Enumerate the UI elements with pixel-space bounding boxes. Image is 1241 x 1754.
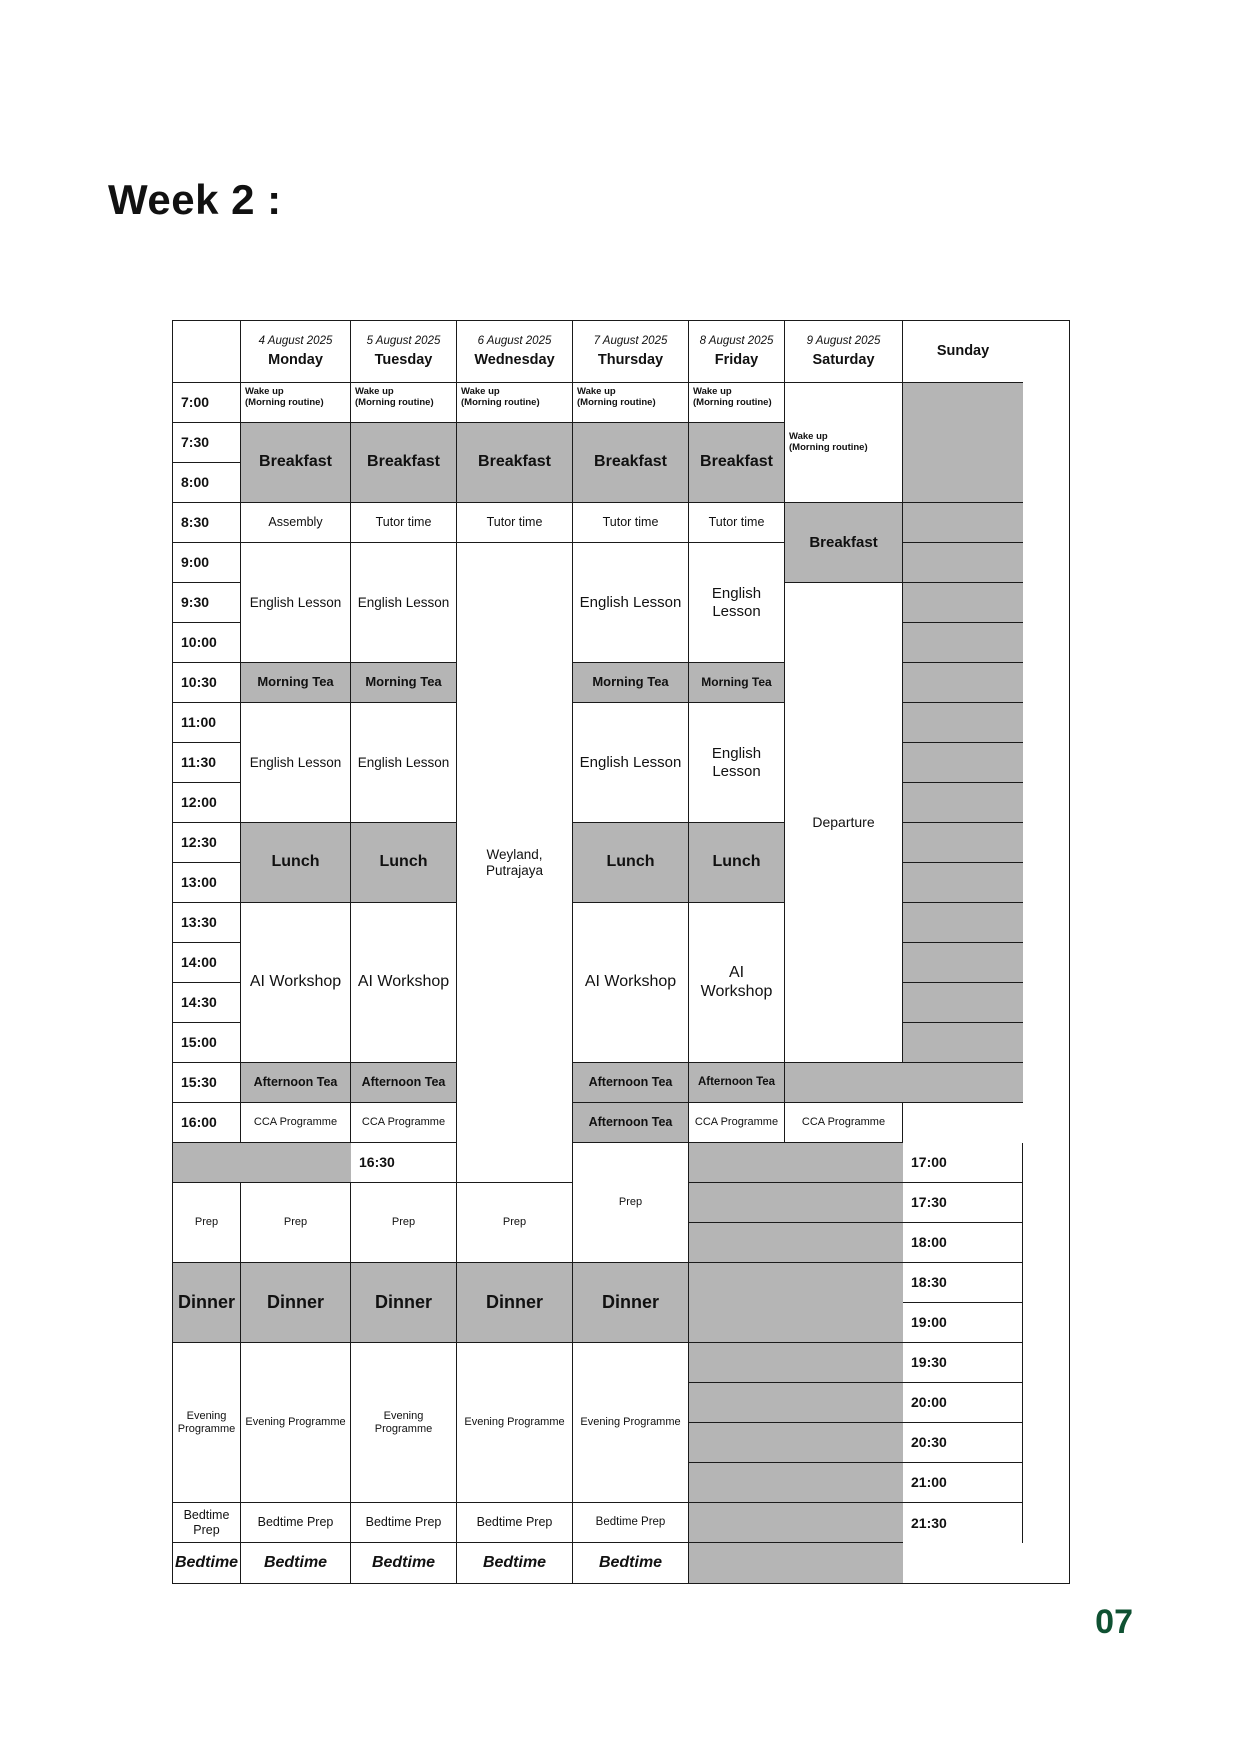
slot-wed-prep: Prep (573, 1143, 689, 1263)
slot-mon-english-lesson-late: English Lesson (241, 703, 351, 823)
slot-weekend-empty (689, 1383, 903, 1423)
slot-fri-english-lesson-late: English Lesson (689, 703, 785, 823)
slot-sun-empty (903, 543, 1023, 583)
slot-fri-bedtime: Bedtime (573, 1543, 689, 1583)
slot-sun-empty (903, 943, 1023, 983)
header-date: 9 August 2025 (806, 334, 881, 347)
slot-thu-english-lesson-late: English Lesson (573, 703, 689, 823)
header-date: 5 August 2025 (366, 334, 441, 347)
header-date: 7 August 2025 (593, 334, 668, 347)
time-label: 8:00 (173, 463, 241, 503)
slot-sun-empty (903, 863, 1023, 903)
slot-tue-prep: Prep (241, 1183, 351, 1263)
time-label: 16:30 (351, 1143, 457, 1183)
time-label: 20:00 (903, 1383, 1023, 1423)
slot-thu-tutor-time: Tutor time (573, 503, 689, 543)
slot-mon-dinner: Dinner (173, 1263, 241, 1343)
time-label: 13:00 (173, 863, 241, 903)
slot-tue-wakeup (351, 383, 457, 423)
slot-fri-bedtime-prep: Bedtime Prep (573, 1503, 689, 1543)
time-label: 7:00 (173, 383, 241, 423)
time-label: 21:00 (903, 1463, 1023, 1503)
slot-thu-lunch: Lunch (573, 823, 689, 903)
slot-sun-empty (903, 1023, 1023, 1063)
wake-line1: Wake up (789, 430, 828, 442)
wake-line2: (Morning routine) (461, 396, 540, 408)
slot-mon-bedtime-prep: Bedtime Prep (173, 1503, 241, 1543)
time-label: 8:30 (173, 503, 241, 543)
slot-fri-ai-workshop: AI Workshop (689, 903, 785, 1063)
slot-wed-breakfast: Breakfast (457, 423, 573, 503)
slot-fri-tutor-time: Tutor time (689, 503, 785, 543)
slot-fri-lunch: Lunch (689, 823, 785, 903)
slot-thu-breakfast: Breakfast (573, 423, 689, 503)
wake-line2: (Morning routine) (355, 396, 434, 408)
time-label: 12:00 (173, 783, 241, 823)
slot-sun-empty (903, 783, 1023, 823)
slot-weekend-empty (689, 1503, 903, 1543)
slot-sun-empty (903, 823, 1023, 863)
time-label: 17:30 (903, 1183, 1023, 1223)
time-label: 15:30 (173, 1063, 241, 1103)
slot-tue-cca: CCA Programme (351, 1103, 457, 1143)
header-day: Wednesday (474, 351, 555, 368)
slot-mon-ai-workshop: AI Workshop (241, 903, 351, 1063)
header-day: Monday (268, 351, 323, 368)
slot-fri-prep: Prep (457, 1183, 573, 1263)
wake-line2: (Morning routine) (693, 396, 772, 408)
wake-line1: Wake up (245, 386, 284, 397)
wake-line1: Wake up (461, 386, 500, 397)
slot-sun-empty (903, 703, 1023, 743)
time-label: 12:30 (173, 823, 241, 863)
slot-weekend-empty (689, 1143, 903, 1183)
slot-tue-lunch: Lunch (351, 823, 457, 903)
slot-mon-english-lesson-am: English Lesson (241, 543, 351, 663)
slot-wed-afternoon-tea: Afternoon Tea (573, 1103, 689, 1143)
header-day: Thursday (597, 351, 664, 368)
wake-line1: Wake up (577, 386, 616, 397)
slot-wed-bedtime: Bedtime (351, 1543, 457, 1583)
slot-tue-bedtime-prep: Bedtime Prep (241, 1503, 351, 1543)
slot-fri-afternoon-tea: Afternoon Tea (689, 1063, 785, 1103)
time-label: 19:00 (903, 1303, 1023, 1343)
time-label: 20:30 (903, 1423, 1023, 1463)
header-day: Tuesday (374, 351, 433, 368)
slot-weekend-empty (689, 1543, 903, 1583)
slot-tue-ai-workshop: AI Workshop (351, 903, 457, 1063)
slot-sun-empty (903, 983, 1023, 1023)
slot-mon-lunch: Lunch (241, 823, 351, 903)
header-date: 8 August 2025 (699, 334, 774, 347)
wake-line1: Wake up (693, 386, 732, 397)
slot-mon-bedtime: Bedtime (173, 1543, 241, 1583)
time-label: 19:30 (903, 1343, 1023, 1383)
column-header-saturday (785, 321, 903, 383)
time-label: 15:00 (173, 1023, 241, 1063)
slot-wed-excursion: Weyland, Putrajaya (457, 543, 573, 1183)
slot-thu-cca: CCA Programme (689, 1103, 785, 1143)
slot-mon-breakfast: Breakfast (241, 423, 351, 503)
slot-mon-wakeup (241, 383, 351, 423)
header-day: Friday (714, 351, 759, 368)
wake-line2: (Morning routine) (245, 396, 324, 408)
slot-weekend-empty (689, 1183, 903, 1223)
slot-weekend-empty (173, 1143, 351, 1183)
slot-wed-evening-programme: Evening Programme (351, 1343, 457, 1503)
slot-thu-wakeup (573, 383, 689, 423)
slot-weekend-empty (689, 1463, 903, 1503)
slot-tue-breakfast: Breakfast (351, 423, 457, 503)
column-header-friday (689, 321, 785, 383)
slot-fri-cca: CCA Programme (785, 1103, 903, 1143)
slot-sun-empty (903, 663, 1023, 703)
time-label: 17:00 (903, 1143, 1023, 1183)
header-day: Sunday (936, 343, 990, 360)
slot-sun-empty-morning (903, 383, 1023, 503)
slot-thu-english-lesson-am: English Lesson (573, 543, 689, 663)
header-date: 4 August 2025 (258, 334, 333, 347)
time-label: 16:00 (173, 1103, 241, 1143)
slot-weekend-empty (689, 1223, 903, 1263)
wake-line1: Wake up (355, 386, 394, 397)
slot-sun-empty (903, 743, 1023, 783)
slot-thu-afternoon-tea: Afternoon Tea (573, 1063, 689, 1103)
weekly-timetable (172, 320, 1070, 1584)
slot-thu-evening-programme: Evening Programme (457, 1343, 573, 1503)
column-header-monday (241, 321, 351, 383)
slot-sun-empty (903, 583, 1023, 623)
time-label: 11:30 (173, 743, 241, 783)
slot-sat-breakfast: Breakfast (785, 503, 903, 583)
slot-mon-afternoon-tea: Afternoon Tea (241, 1063, 351, 1103)
time-label: 10:00 (173, 623, 241, 663)
slot-wed-dinner: Dinner (351, 1263, 457, 1343)
slot-fri-breakfast: Breakfast (689, 423, 785, 503)
slot-wed-bedtime-prep: Bedtime Prep (351, 1503, 457, 1543)
slot-tue-afternoon-tea: Afternoon Tea (351, 1063, 457, 1103)
slot-tue-english-lesson-am: English Lesson (351, 543, 457, 663)
time-label: 10:30 (173, 663, 241, 703)
time-label: 18:30 (903, 1263, 1023, 1303)
wake-line2: (Morning routine) (789, 441, 868, 453)
page-number: 07 (1095, 1603, 1133, 1641)
slot-fri-wakeup (689, 383, 785, 423)
slot-sun-empty (903, 503, 1023, 543)
slot-tue-dinner: Dinner (241, 1263, 351, 1343)
slot-tue-morning-tea: Morning Tea (351, 663, 457, 703)
slot-fri-morning-tea: Morning Tea (689, 663, 785, 703)
slot-weekend-empty (689, 1423, 903, 1463)
time-label: 18:00 (903, 1223, 1023, 1263)
time-label: 11:00 (173, 703, 241, 743)
time-label: 21:30 (903, 1503, 1023, 1543)
slot-mon-cca: CCA Programme (241, 1103, 351, 1143)
slot-sat-departure: Departure (785, 583, 903, 1063)
slot-thu-prep: Prep (351, 1183, 457, 1263)
page-title: Week 2 : (108, 176, 282, 223)
slot-fri-evening-programme: Evening Programme (573, 1343, 689, 1503)
time-label: 7:30 (173, 423, 241, 463)
column-header-tuesday (351, 321, 457, 383)
slot-wed-wakeup (457, 383, 573, 423)
slot-thu-ai-workshop: AI Workshop (573, 903, 689, 1063)
column-header-sunday (903, 321, 1023, 383)
slot-sun-empty (903, 623, 1023, 663)
slot-fri-dinner: Dinner (573, 1263, 689, 1343)
column-header-thursday (573, 321, 689, 383)
time-label: 14:00 (173, 943, 241, 983)
timetable-corner (173, 321, 241, 383)
slot-thu-bedtime: Bedtime (457, 1543, 573, 1583)
time-label: 14:30 (173, 983, 241, 1023)
slot-mon-morning-tea: Morning Tea (241, 663, 351, 703)
slot-weekend-empty (689, 1343, 903, 1383)
header-date: 6 August 2025 (477, 334, 552, 347)
slot-tue-english-lesson-late: English Lesson (351, 703, 457, 823)
slot-thu-morning-tea: Morning Tea (573, 663, 689, 703)
wake-line2: (Morning routine) (577, 396, 656, 408)
slot-weekend-empty (689, 1263, 903, 1343)
slot-weekend-empty (785, 1063, 1023, 1103)
time-label: 9:30 (173, 583, 241, 623)
time-label: 9:00 (173, 543, 241, 583)
slot-thu-bedtime-prep: Bedtime Prep (457, 1503, 573, 1543)
slot-sat-wakeup (785, 383, 903, 503)
slot-mon-evening-programme: Evening Programme (173, 1343, 241, 1503)
time-label: 13:30 (173, 903, 241, 943)
column-header-wednesday (457, 321, 573, 383)
slot-thu-dinner: Dinner (457, 1263, 573, 1343)
slot-wed-tutor-time: Tutor time (457, 503, 573, 543)
slot-fri-english-lesson-am: English Lesson (689, 543, 785, 663)
slot-sun-empty (903, 903, 1023, 943)
slot-tue-tutor-time: Tutor time (351, 503, 457, 543)
slot-mon-assembly: Assembly (241, 503, 351, 543)
header-day: Saturday (812, 351, 875, 368)
slot-tue-evening-programme: Evening Programme (241, 1343, 351, 1503)
slot-tue-bedtime: Bedtime (241, 1543, 351, 1583)
slot-mon-prep: Prep (173, 1183, 241, 1263)
